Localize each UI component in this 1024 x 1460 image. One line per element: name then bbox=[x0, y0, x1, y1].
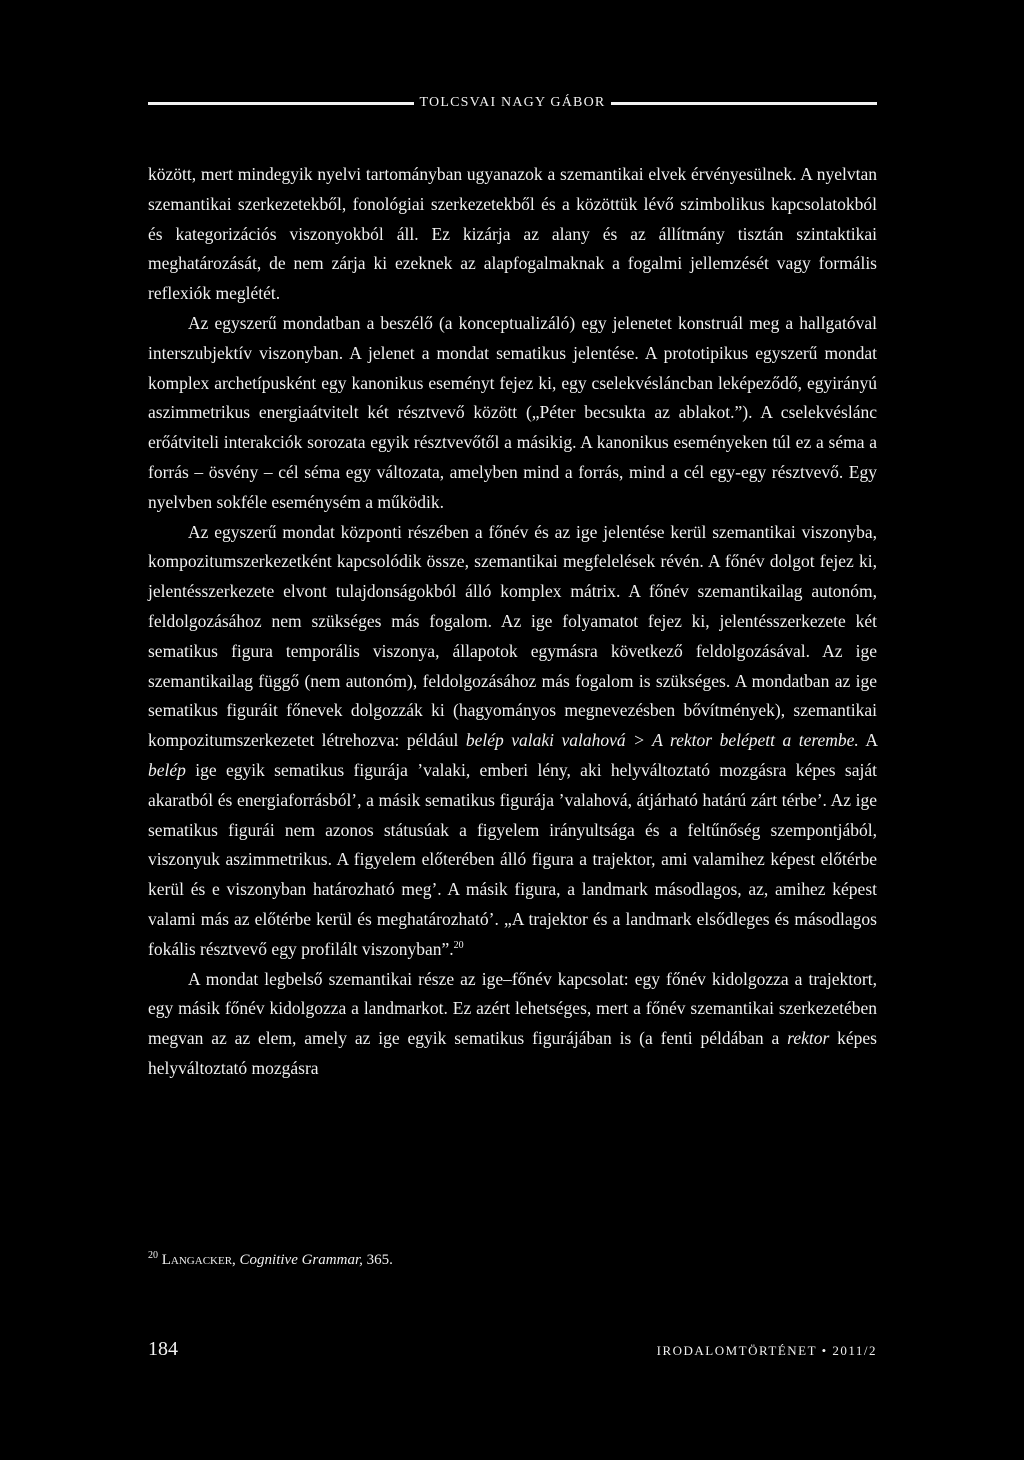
body-text bbox=[148, 160, 877, 1084]
footnote-author: Langacker bbox=[161, 1252, 233, 1268]
page-footer bbox=[148, 1338, 877, 1361]
header-title: TOLCSVAI NAGY GÁBOR bbox=[419, 95, 606, 110]
paragraph-3-text-c: ige egyik sematikus figurája ’valaki, emberi lény, aki helyváltoztató mozgásra képes saját akaratból és energiaforrásból’, a másik sematikus figurája ’valahová, átjárható határú zárt térbe’. Az ige sematikus figurái nem azonos státusúak a figyelem irányultsága és a feltűnőség szempontjából, viszonyuk aszimmetrikus. A figyelem előterében álló figura a trajektor, ami valamihez képest előtérbe kerül és e viszonyban határozható meg’. A másik figura, a landmark másodlagos, az, amihez képest valami más az előtérbe kerül és meghatározható’. „A trajektor és a landmark elsődleges és másodlagos fokális résztvevő egy profilált viszonyban”. bbox=[148, 759, 877, 959]
footnote-work: Cognitive Grammar, bbox=[239, 1252, 363, 1268]
paragraph-4-text-a: A mondat legbelső szemantikai része az ige–főnév kapcsolat: egy főnév kidolgozza a trajektort, egy másik főnév kidolgozza a landmarkot. Ez azért lehetséges, mert a főnév szemantikai szerkezetében megvan az az elem, amely az ige egyik sematikus figurájában is (a fenti példában a bbox=[148, 968, 877, 1049]
paragraph-3-text-a: Az egyszerű mondat központi részében a főnév és az ige jelentése kerül szemantikai viszonyba, kompozitumszerkezetként kapcsolódik össze, szemantikai megfelelések révén. A főnév dolgot fejez ki, jelentésszerkezete elvont tulajdonságokból álló komplex mátrix. A főnév szemantikailag autonóm, feldolgozásához nem szükséges más fogalom. Az ige folyamatot fejez ki, jelentésszerkezete két sematikus figura temporális viszonya, állapotok egymásra következő feldolgozásával. Az ige szemantikailag függő (nem autonóm), feldolgozásához más fogalom is szükséges. A mondatban az ige sematikus figuráit főnevek dolgozzák ki (hagyományos megnevezésben bővítmények), szemantikai kompozitumszerkezetet létrehozva: például bbox=[148, 521, 877, 751]
paragraph-4 bbox=[148, 965, 877, 1084]
footnote bbox=[148, 1252, 877, 1269]
example-sentence: belép valaki valahová > A rektor belépett a terembe. bbox=[465, 730, 859, 751]
footnote-page: 365. bbox=[362, 1252, 393, 1268]
term-rektor: rektor bbox=[787, 1028, 830, 1049]
header-rule-left bbox=[148, 102, 414, 105]
footnote-sep: , bbox=[232, 1252, 240, 1268]
paragraph-2: Az egyszerű mondatban a beszélő (a konceptualizáló) egy jelenetet konstruál meg a hallgatóval interszubjektív viszonyban. A jelenet a mondat sematikus jelentése. A prototipikus egyszerű mondat komplex archetípusként egy kanonikus eseményt fejez ki, egy cselekvésláncban leképeződő, egyirányú aszimmetrikus energiaátvitelt két résztvevő között („Péter becsukta az ablakot.”). A cselekvéslánc erőátviteli interakciók sorozata egyik résztvevőtől a másikig. A kanonikus eseményeken túl ez a séma a forrás – ösvény – cél séma egy változata, amelyben mind a forrás, mind a cél egy-egy résztvevő. Egy nyelvben sokféle eseménysém a működik. bbox=[148, 312, 877, 512]
paragraph-3-text-b: A bbox=[858, 730, 877, 751]
journal-name: IRODALOMTÖRTÉNET • 2011/2 bbox=[656, 1343, 877, 1358]
running-header bbox=[148, 92, 877, 114]
page-number: 184 bbox=[148, 1338, 178, 1360]
term-belep: belép bbox=[148, 759, 186, 780]
paragraph-3 bbox=[148, 518, 877, 965]
header-rule-right bbox=[611, 102, 877, 105]
footnote-number: 20 bbox=[148, 1250, 158, 1261]
paragraph-4-text-b: képes helyváltoztató mozgásra bbox=[148, 1028, 877, 1078]
footnote-reference[interactable]: 20 bbox=[453, 939, 464, 951]
paragraph-1: között, mert mindegyik nyelvi tartományban ugyanazok a szemantikai elvek érvényesülnek. A nyelvtan szemantikai szerkezetekből, fonológiai szerkezetekből és a közöttük lévő szimbolikus kapcsolatokból és kategorizációs viszonyokból áll. Ez kizárja az alany és az állítmány tisztán szintaktikai meghatározását, de nem zárja ki ezeknek az alapfogalmaknak a fogalmi jellemzését vagy formális reflexiók meglétét. bbox=[148, 164, 877, 304]
